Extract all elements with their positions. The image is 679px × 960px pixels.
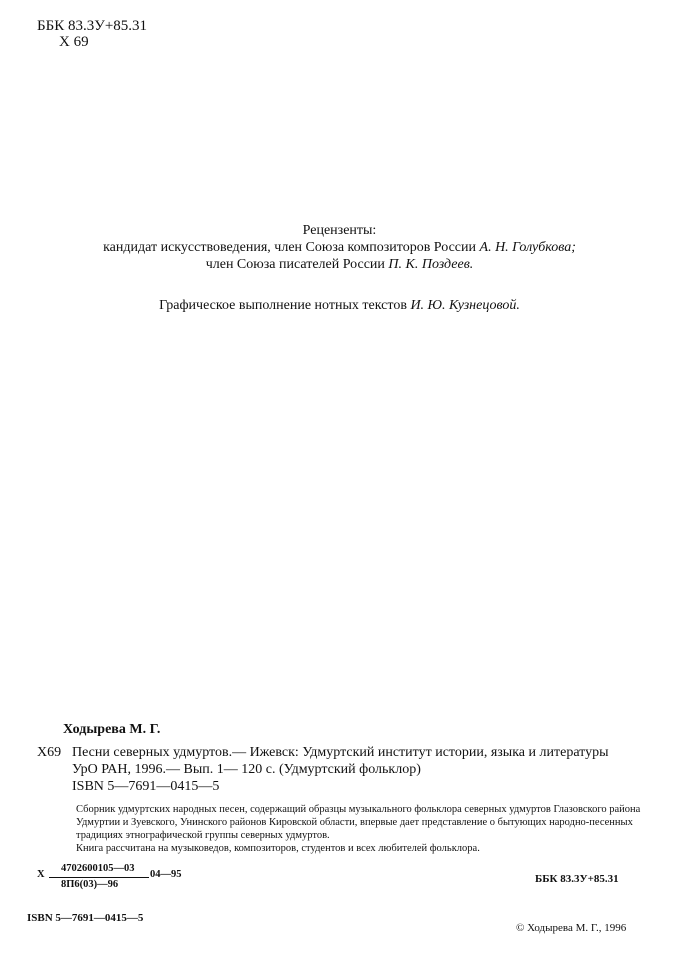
- bibliography-code: Х69: [37, 745, 62, 760]
- graphic-design-credit: [0, 298, 679, 314]
- fraction-prefix: Х: [37, 869, 45, 880]
- reviewer-1-text: кандидат искусствоведения, член Союза композиторов России: [103, 240, 480, 255]
- annotation-paragraph-1: Сборник удмуртских народных песен, содержащий образцы музыкального фольклора северных удмуртов Глазовского района Удмуртии и Зуевского, Унинского районов Кировской области, впервые дает представление о бытующих народно-песенных традициях этнографической группы северных удмуртов.: [76, 804, 641, 841]
- reviewer-1-name: А. Н. Голубкова;: [479, 240, 576, 255]
- reviewers-title: Рецензенты:: [302, 223, 377, 238]
- bibliography-author: Ходырева М. Г.: [63, 722, 161, 737]
- reviewer-line-1: [0, 239, 679, 256]
- copyright-notice: © Ходырева М. Г., 1996: [516, 922, 627, 934]
- bibliography-line-1: Песни северных удмуртов.— Ижевск: Удмуртский институт истории, языка и литературы: [72, 745, 609, 760]
- fraction-numerator: 4702600105—03: [61, 863, 135, 874]
- reviewer-line-2: [0, 256, 679, 273]
- annotation-block: [76, 803, 656, 855]
- graphic-credit-name: И. Ю. Кузнецовой.: [410, 298, 520, 313]
- bbk-code: ББК 83.3У+85.31: [37, 18, 148, 34]
- reviewer-2-text: член Союза писателей России: [205, 257, 389, 272]
- fraction-denominator: 8П6(03)—96: [61, 879, 119, 890]
- fraction-bar: [49, 877, 149, 878]
- reviewer-2-name: П. К. Поздеев.: [388, 257, 474, 272]
- bbk-classification-header: [37, 18, 147, 50]
- reviewers-block: [0, 222, 679, 273]
- author-sign-code: Х 69: [59, 34, 89, 50]
- footer-isbn: ISBN 5—7691—0415—5: [27, 912, 144, 924]
- graphic-credit-text: Графическое выполнение нотных текстов: [159, 298, 411, 313]
- bibliography-line-2: УрО РАН, 1996.— Вып. 1— 120 с. (Удмуртский фольклор): [72, 762, 421, 777]
- bibliography-isbn: ISBN 5—7691—0415—5: [72, 779, 220, 794]
- fraction-suffix: 04—95: [150, 869, 182, 880]
- annotation-paragraph-2: Книга рассчитана на музыковедов, композиторов, студентов и всех любителей фольклора.: [76, 843, 480, 854]
- footer-bbk: ББК 83.3У+85.31: [535, 873, 619, 885]
